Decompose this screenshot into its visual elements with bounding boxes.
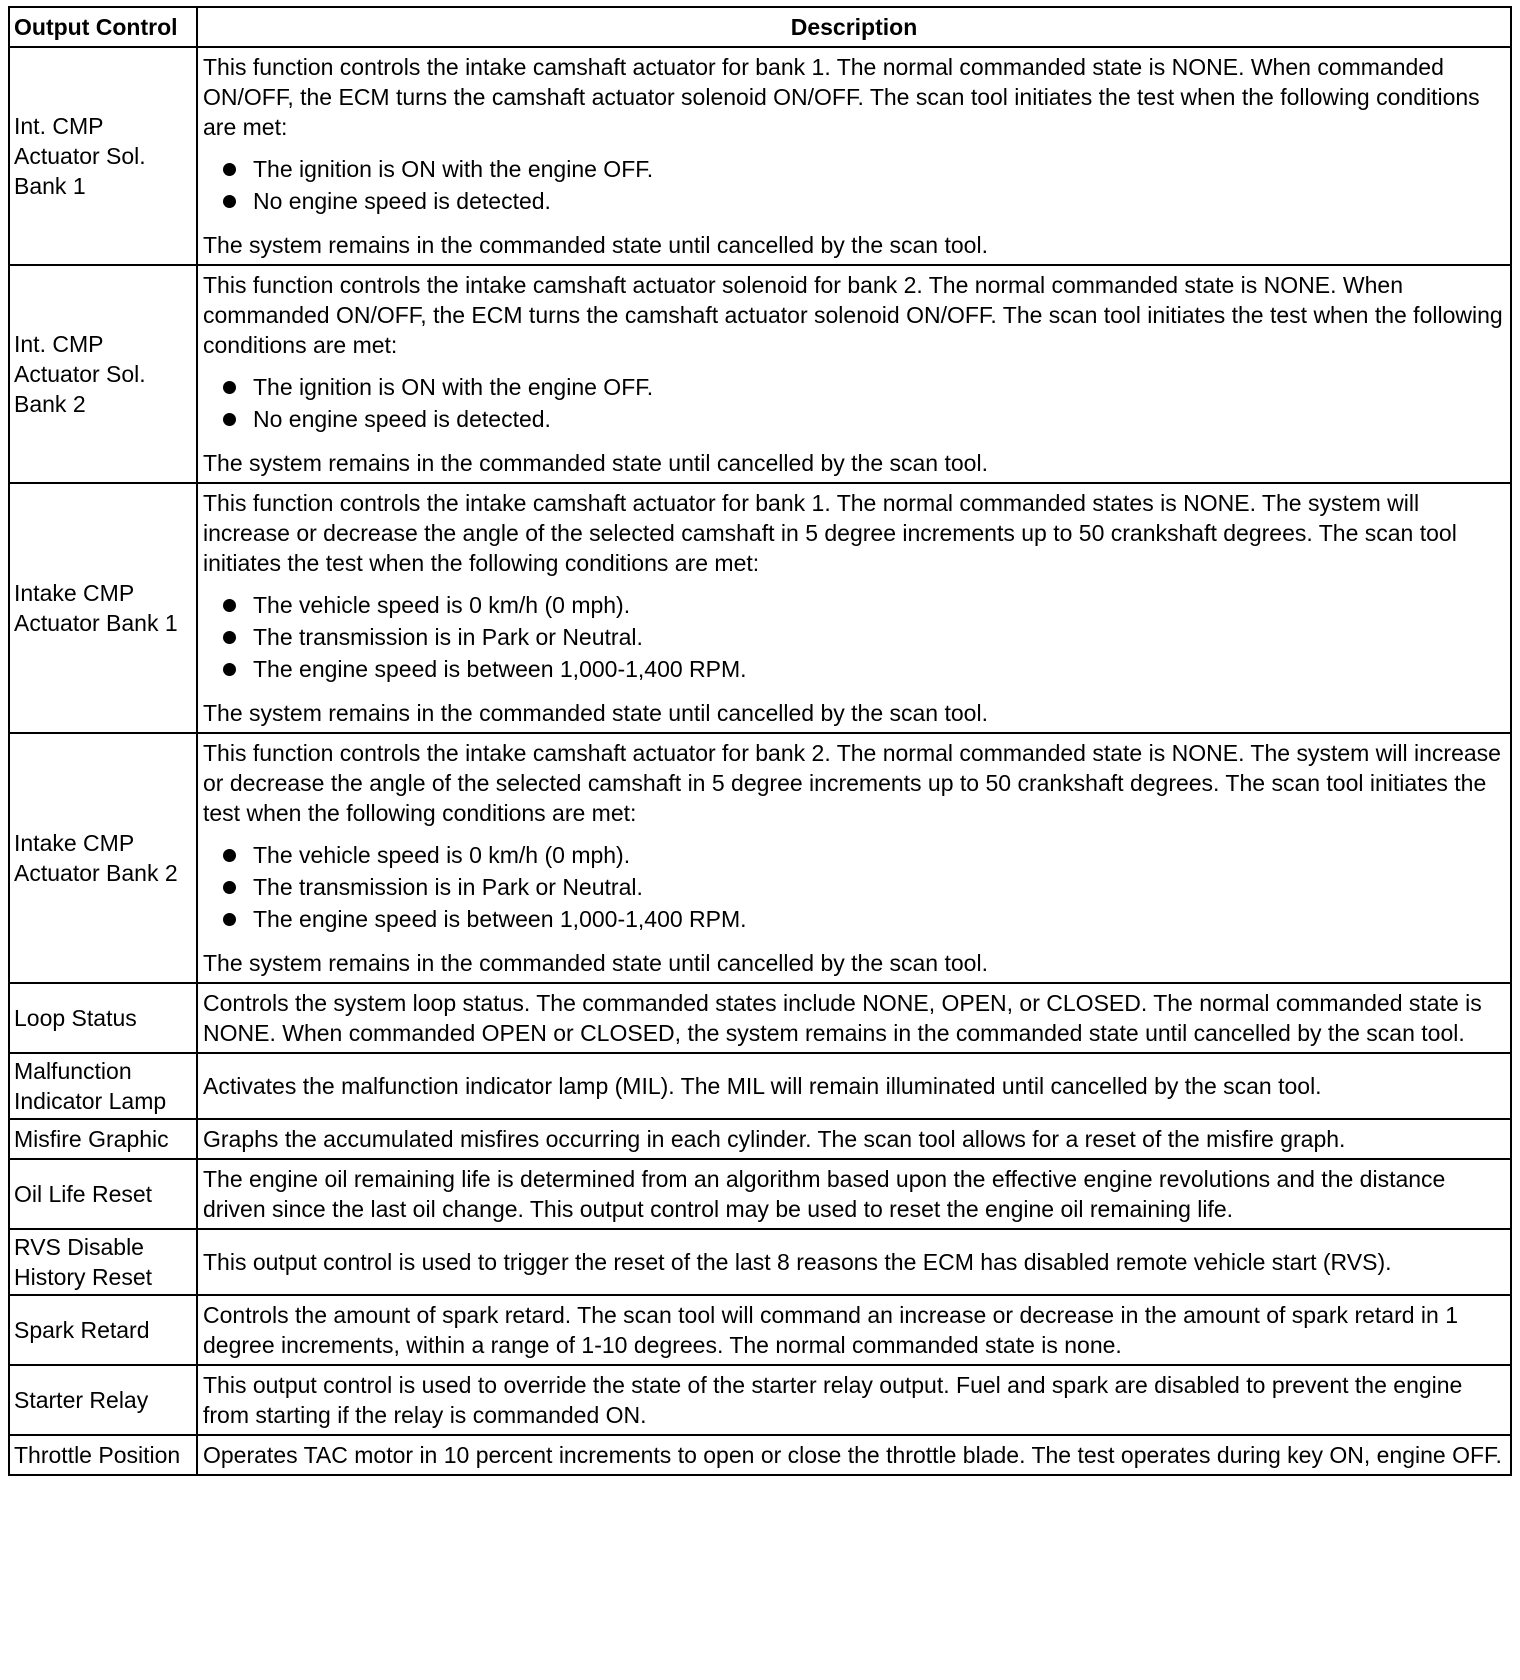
table-row — [9, 1365, 1511, 1435]
output-control-name: RVS Disable History Reset — [9, 1229, 197, 1295]
description-outro: The system remains in the commanded state until cancelled by the scan tool. — [203, 450, 988, 476]
table-row — [9, 983, 1511, 1053]
description-cell — [197, 1295, 1511, 1365]
condition-item — [223, 186, 1504, 216]
condition-text: The transmission is in Park or Neutral. — [253, 874, 643, 900]
condition-text: The vehicle speed is 0 km/h (0 mph). — [253, 592, 631, 618]
condition-text: The engine speed is between 1,000-1,400 RPM. — [253, 906, 747, 932]
condition-list — [203, 590, 1504, 684]
condition-item — [223, 904, 1504, 934]
description-cell — [197, 1365, 1511, 1435]
description-text: This output control is used to override the state of the starter relay output. Fuel and spark are disabled to prevent the engine from starting if the relay is commanded ON. — [203, 1372, 1463, 1428]
description-cell — [197, 1053, 1511, 1119]
description-text: Operates TAC motor in 10 percent increments to open or close the throttle blade. The test operates during key ON, engine OFF. — [203, 1442, 1502, 1468]
table-row — [9, 1119, 1511, 1159]
description-outro: The system remains in the commanded state until cancelled by the scan tool. — [203, 950, 988, 976]
bullet-icon — [223, 881, 236, 894]
description-cell — [197, 1159, 1511, 1229]
bullet-icon — [223, 631, 236, 644]
bullet-icon — [223, 913, 236, 926]
condition-list — [203, 372, 1504, 434]
output-control-name: Malfunction Indicator Lamp — [9, 1053, 197, 1119]
condition-item — [223, 654, 1504, 684]
table-row — [9, 1053, 1511, 1119]
output-control-name: Throttle Position — [9, 1435, 197, 1475]
description-cell — [197, 1435, 1511, 1475]
output-control-name: Loop Status — [9, 983, 197, 1053]
description-cell — [197, 265, 1511, 483]
condition-text: No engine speed is detected. — [253, 188, 551, 214]
description-text: Graphs the accumulated misfires occurring in each cylinder. The scan tool allows for a reset of the misfire graph. — [203, 1126, 1346, 1152]
condition-item — [223, 372, 1504, 402]
bullet-icon — [223, 195, 236, 208]
table-row — [9, 47, 1511, 265]
description-cell — [197, 1119, 1511, 1159]
description-text: Activates the malfunction indicator lamp (MIL). The MIL will remain illuminated until cancelled by the scan tool. — [203, 1073, 1322, 1099]
description-text: Controls the amount of spark retard. The scan tool will command an increase or decrease in the amount of spark retard in 1 degree increments, within a range of 1-10 degrees. The normal commanded state is none. — [203, 1302, 1458, 1358]
description-cell — [197, 47, 1511, 265]
output-control-name: Misfire Graphic — [9, 1119, 197, 1159]
description-cell — [197, 1229, 1511, 1295]
output-control-name: Int. CMP Actuator Sol. Bank 1 — [9, 47, 197, 265]
bullet-icon — [223, 849, 236, 862]
table-row — [9, 1229, 1511, 1295]
description-cell — [197, 483, 1511, 733]
condition-text: The ignition is ON with the engine OFF. — [253, 374, 654, 400]
table-row — [9, 1295, 1511, 1365]
table-row — [9, 1435, 1511, 1475]
description-intro: This function controls the intake camshaft actuator for bank 1. The normal commanded states is NONE. The system will increase or decrease the angle of the selected camshaft in 5 degree increments up to 50 crankshaft degrees. The scan tool initiates the test when the following conditions are met: — [203, 490, 1457, 576]
description-intro: This function controls the intake camshaft actuator solenoid for bank 2. The normal commanded state is NONE. When commanded ON/OFF, the ECM turns the camshaft actuator solenoid ON/OFF. The scan tool initiates the test when the following conditions are met: — [203, 272, 1503, 358]
output-control-name: Spark Retard — [9, 1295, 197, 1365]
condition-text: The ignition is ON with the engine OFF. — [253, 156, 654, 182]
condition-text: The engine speed is between 1,000-1,400 RPM. — [253, 656, 747, 682]
bullet-icon — [223, 381, 236, 394]
table-row — [9, 733, 1511, 983]
table-row — [9, 1159, 1511, 1229]
condition-list — [203, 840, 1504, 934]
output-control-name: Oil Life Reset — [9, 1159, 197, 1229]
table-header-row — [9, 7, 1511, 47]
output-control-table — [8, 6, 1512, 1476]
header-description: Description — [197, 7, 1511, 47]
condition-list — [203, 154, 1504, 216]
condition-item — [223, 404, 1504, 434]
condition-item — [223, 840, 1504, 870]
description-intro: This function controls the intake camshaft actuator for bank 2. The normal commanded state is NONE. The system will increase or decrease the angle of the selected camshaft in 5 degree increments up to 50 crankshaft degrees. The scan tool initiates the test when the following conditions are met: — [203, 740, 1501, 826]
table-body — [9, 47, 1511, 1475]
condition-text: The vehicle speed is 0 km/h (0 mph). — [253, 842, 631, 868]
bullet-icon — [223, 413, 236, 426]
header-output-control: Output Control — [9, 7, 197, 47]
condition-item — [223, 622, 1504, 652]
table-row — [9, 483, 1511, 733]
output-control-name: Intake CMP Actuator Bank 1 — [9, 483, 197, 733]
condition-text: The transmission is in Park or Neutral. — [253, 624, 643, 650]
condition-item — [223, 590, 1504, 620]
description-text: Controls the system loop status. The commanded states include NONE, OPEN, or CLOSED. The normal commanded state is NONE. When commanded OPEN or CLOSED, the system remains in the commanded state until cancelled by the scan tool. — [203, 990, 1482, 1046]
bullet-icon — [223, 163, 236, 176]
description-intro: This function controls the intake camshaft actuator for bank 1. The normal commanded state is NONE. When commanded ON/OFF, the ECM turns the camshaft actuator solenoid ON/OFF. The scan tool initiates the test when the following conditions are met: — [203, 54, 1480, 140]
output-control-name: Starter Relay — [9, 1365, 197, 1435]
description-outro: The system remains in the commanded state until cancelled by the scan tool. — [203, 700, 988, 726]
output-control-name: Int. CMP Actuator Sol. Bank 2 — [9, 265, 197, 483]
condition-text: No engine speed is detected. — [253, 406, 551, 432]
condition-item — [223, 154, 1504, 184]
description-text: This output control is used to trigger the reset of the last 8 reasons the ECM has disabled remote vehicle start (RVS). — [203, 1249, 1392, 1275]
description-cell — [197, 983, 1511, 1053]
bullet-icon — [223, 599, 236, 612]
description-text: The engine oil remaining life is determined from an algorithm based upon the effective engine revolutions and the distance driven since the last oil change. This output control may be used to reset the engine oil remaining life. — [203, 1166, 1446, 1222]
condition-item — [223, 872, 1504, 902]
bullet-icon — [223, 663, 236, 676]
output-control-name: Intake CMP Actuator Bank 2 — [9, 733, 197, 983]
table-row — [9, 265, 1511, 483]
description-cell — [197, 733, 1511, 983]
description-outro: The system remains in the commanded state until cancelled by the scan tool. — [203, 232, 988, 258]
